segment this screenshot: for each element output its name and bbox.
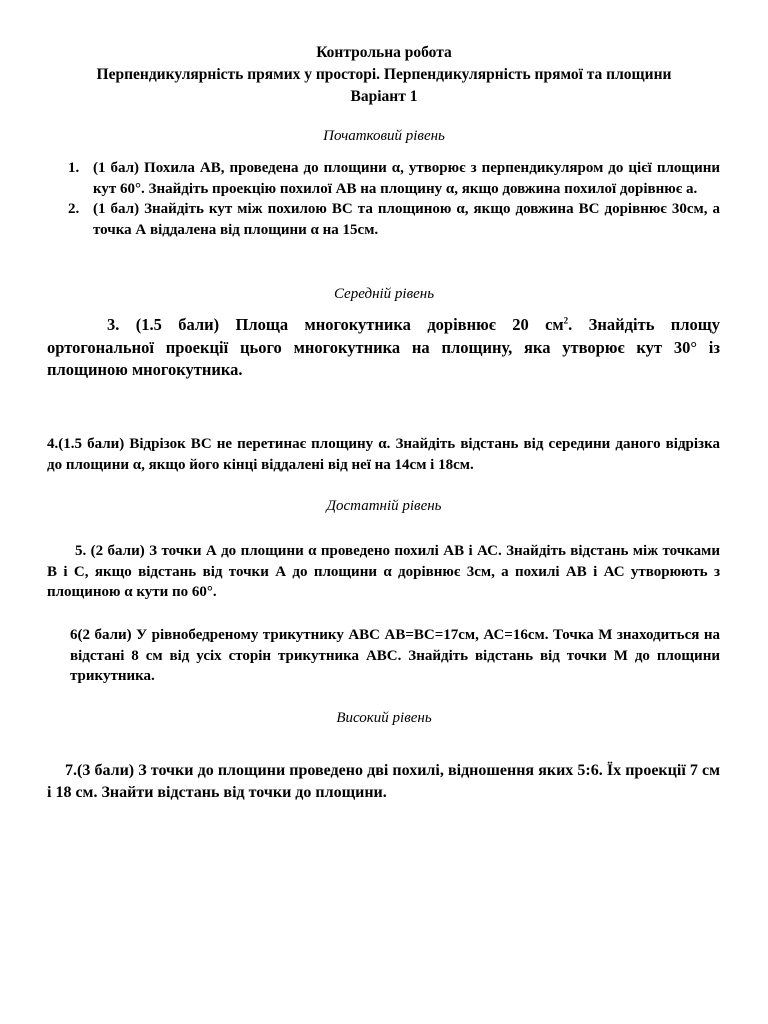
task-2: [68, 199, 720, 240]
level-high-heading: Високий рівень: [336, 710, 432, 726]
task-1-text: (1 бал) Похила АВ, проведена до площини α, утворює з перпендикуляром до цієї площини кут 60°. Знайдіть проекцію похилої АВ на площину α, якщо довжина похилої дорівнює а.: [93, 160, 720, 197]
document-title: Контрольна робота: [316, 44, 452, 61]
task-3-text-a: 3. (1.5 бали) Площа многокутника дорівнює 20 см: [107, 315, 564, 334]
task-6: [70, 625, 720, 687]
task-4: [47, 434, 720, 475]
task-1-number: 1.: [68, 160, 80, 176]
task-2-number: 2.: [68, 201, 80, 217]
level-initial-heading: Початковий рівень: [323, 128, 445, 144]
document-topic: Перпендикулярність прямих у просторі. Перпендикулярність прямої та площини: [96, 66, 672, 83]
task-5-text: (2 бали) З точки А до площини α проведено похилі АВ і АС. Знайдіть відстань між точками В і С, якщо відстань від точки А до площини α дорівнює 3см, а похилі АВ і АС утворюють з площиною α кути по 60°.: [47, 543, 720, 600]
level-middle-heading: Середній рівень: [333, 286, 435, 302]
task-4-text: 4.(1.5 бали) Відрізок ВС не перетинає площину α. Знайдіть відстань від середини даного відрізка до площини α, якщо його кінці віддалені від неї на 14см і 18см.: [47, 436, 720, 473]
level-sufficient-heading: Достатній рівень: [326, 498, 442, 514]
task-7-text: 7.(3 бали) З точки до площини проведено дві похилі, відношення яких 5:6. Їх проекції 7 см і 18 см. Знайти відстань від точки до площини.: [47, 762, 720, 801]
task-6-text: 6(2 бали) У рівнобедреному трикутнику АВС АВ=ВС=17см, АС=16см. Точка М знаходиться на відстані 8 см від усіх сторін трикутника АВС. Знайдіть відстань від точки М до площини трикутника.: [70, 627, 720, 684]
task-list-initial: [68, 158, 720, 240]
task-2-text: (1 бал) Знайдіть кут між похилою ВС та площиною α, якщо довжина ВС дорівнює 30см, а точка А віддалена від площини α на 15см.: [93, 201, 720, 238]
task-5: [47, 541, 720, 603]
document-variant: Варіант 1: [350, 88, 418, 105]
task-1: [68, 158, 720, 199]
task-7: [47, 760, 720, 804]
document-header: [40, 42, 728, 108]
task-5-number: 5.: [75, 543, 87, 559]
task-3-superscript: 2: [563, 315, 569, 326]
task-3-text-b: . Знайдіть площу ортогональної проекції цього многокутника на площину, яка утворює кут 30° із площиною многокутника.: [47, 315, 720, 379]
task-3: [47, 314, 720, 382]
